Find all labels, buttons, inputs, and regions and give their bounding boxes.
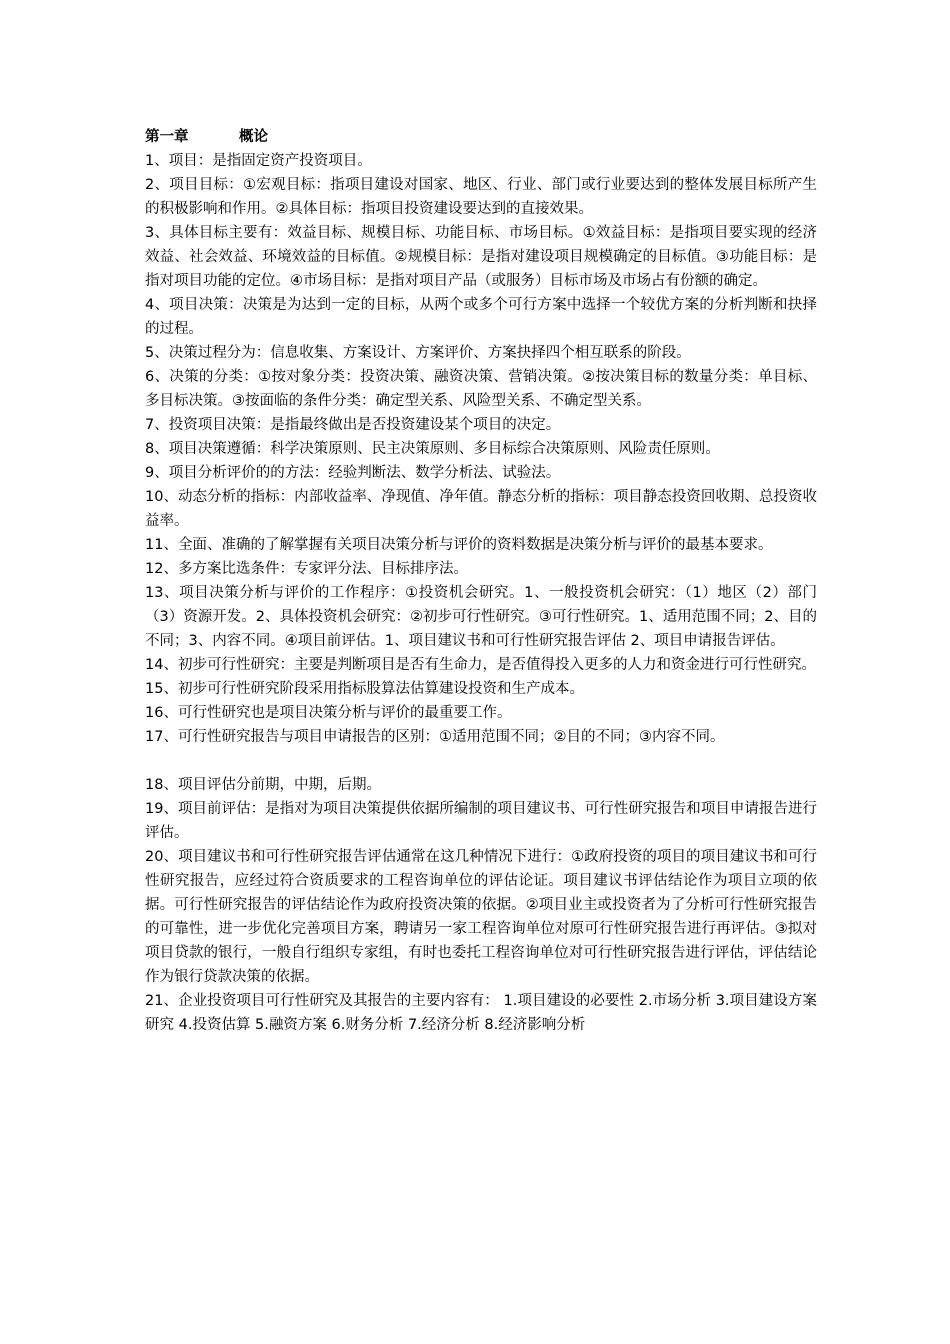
paragraph-4: 4、项目决策：决策是为达到一定的目标，从两个或多个可行方案中选择一个较优方案的分析判断和抉择的过程。 bbox=[145, 297, 817, 337]
paragraph-13: 13、项目决策分析与评价的工作程序：①投资机会研究。1、一般投资机会研究：（1）地区（2）部门（3）资源开发。2、具体投资机会研究：②初步可行性研究。③可行性研究。1、适用范围不同；2、目的不同；3、内容不同。④项目前评估。1、项目建议书和可行性研究报告评估 2、项目申请报告评估。 bbox=[145, 585, 817, 649]
blank-line bbox=[145, 749, 817, 773]
document-page bbox=[145, 125, 817, 1037]
paragraph-21: 21、企业投资项目可行性研究及其报告的主要内容有： 1.项目建设的必要性 2.市场分析 3.项目建设方案研究 4.投资估算 5.融资方案 6.财务分析 7.经济分析 8.经济影响分析 bbox=[145, 993, 817, 1033]
chapter-title: 第一章 概论 bbox=[145, 129, 268, 145]
paragraph-15: 15、初步可行性研究阶段采用指标股算法估算建设投资和生产成本。 bbox=[145, 681, 584, 697]
paragraph-20: 20、项目建议书和可行性研究报告评估通常在这几种情况下进行：①政府投资的项目的项目建议书和可行性研究报告，应经过符合资质要求的工程咨询单位的评估论证。项目建议书评估结论作为项目立项的依据。可行性研究报告的评估结论作为政府投资决策的依据。②项目业主或投资者为了分析可行性研究报告的可靠性，进一步优化完善项目方案，聘请另一家工程咨询单位对原可行性研究报告进行再评估。③拟对项目贷款的银行，一般自行组织专家组，有时也委托工程咨询单位对可行性研究报告进行评估，评估结论作为银行贷款决策的依据。 bbox=[145, 849, 817, 985]
paragraph-5: 5、决策过程分为：信息收集、方案设计、方案评价、方案抉择四个相互联系的阶段。 bbox=[145, 345, 691, 361]
paragraph-10: 10、动态分析的指标：内部收益率、净现值、净年值。静态分析的指标：项目静态投资回收期、总投资收益率。 bbox=[145, 489, 817, 529]
paragraph-19: 19、项目前评估：是指对为项目决策提供依据所编制的项目建议书、可行性研究报告和项目申请报告进行评估。 bbox=[145, 801, 817, 841]
paragraph-1: 1、项目：是指固定资产投资项目。 bbox=[145, 153, 372, 169]
paragraph-17: 17、可行性研究报告与项目申请报告的区别：①适用范围不同；②目的不同；③内容不同。 bbox=[145, 729, 725, 745]
paragraph-18: 18、项目评估分前期，中期，后期。 bbox=[145, 777, 381, 793]
paragraph-12: 12、多方案比选条件：专家评分法、目标排序法。 bbox=[145, 561, 468, 577]
paragraph-11: 11、全面、准确的了解掌握有关项目决策分析与评价的资料数据是决策分析与评价的最基本要求。 bbox=[145, 537, 773, 553]
paragraph-7: 7、投资项目决策：是指最终做出是否投资建设某个项目的决定。 bbox=[145, 417, 561, 433]
paragraph-3: 3、具体目标主要有：效益目标、规模目标、功能目标、市场目标。①效益目标：是指项目要实现的经济效益、社会效益、环境效益的目标值。②规模目标：是指对建设项目规模确定的目标值。③功能目标：是指对项目功能的定位。④市场目标：是指对项目产品（或服务）目标市场及市场占有份额的确定。 bbox=[145, 225, 817, 289]
paragraph-8: 8、项目决策遵循：科学决策原则、民主决策原则、多目标综合决策原则、风险责任原则。 bbox=[145, 441, 720, 457]
paragraph-16: 16、可行性研究也是项目决策分析与评价的最重要工作。 bbox=[145, 705, 512, 721]
paragraph-14: 14、初步可行性研究：主要是判断项目是否有生命力，是否值得投入更多的人力和资金进行可行性研究。 bbox=[145, 657, 816, 673]
paragraph-2: 2、项目目标：①宏观目标：指项目建设对国家、地区、行业、部门或行业要达到的整体发展目标所产生的积极影响和作用。②具体目标：指项目投资建设要达到的直接效果。 bbox=[145, 177, 817, 217]
paragraph-9: 9、项目分析评价的的方法：经验判断法、数学分析法、试验法。 bbox=[145, 465, 561, 481]
paragraph-6: 6、决策的分类：①按对象分类：投资决策、融资决策、营销决策。②按决策目标的数量分类：单目标、多目标决策。③按面临的条件分类：确定型关系、风险型关系、不确定型关系。 bbox=[145, 369, 817, 409]
